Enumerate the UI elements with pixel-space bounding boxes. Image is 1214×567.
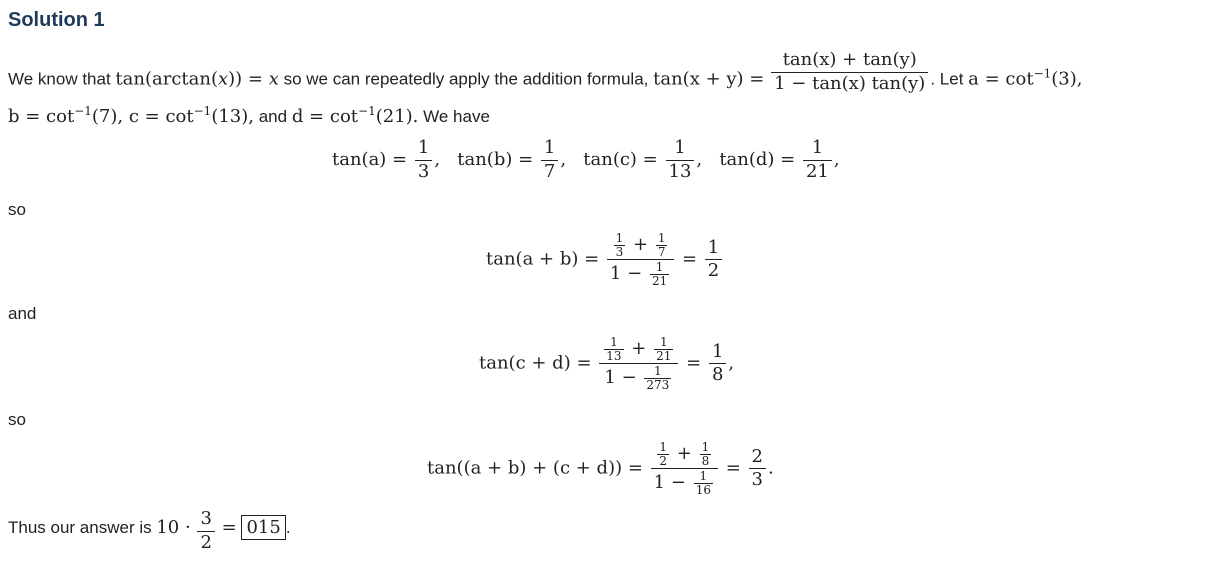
- eq4-frac-2: [700, 441, 712, 467]
- numerator: 1: [705, 238, 722, 261]
- numerator: 1: [694, 470, 713, 484]
- eq2-result-fraction: [705, 238, 722, 282]
- tan-a-lhs: tan(a) =: [332, 149, 408, 171]
- numerator: 1: [615, 231, 624, 245]
- so-text-1: so: [8, 200, 26, 219]
- answer-period: .: [285, 517, 291, 537]
- math-inverse-sup-b: −1: [74, 104, 92, 118]
- denominator: 8: [701, 453, 710, 468]
- numerator: 1: [709, 342, 726, 365]
- tan-a-plus-b-equation: [486, 232, 724, 287]
- comma: ,: [696, 149, 703, 171]
- numerator: 1: [659, 440, 668, 454]
- addition-formula-denominator: 1 − tan(x) tan(y): [774, 72, 926, 94]
- comma: ,: [833, 149, 840, 171]
- eq3-denominator: [599, 364, 678, 391]
- math-inverse-sup-a: −1: [1033, 66, 1052, 81]
- and-text: and: [8, 304, 37, 323]
- numerator: 1: [666, 138, 695, 161]
- tan-c-fraction: [666, 138, 695, 182]
- eq4-numerator: [651, 441, 718, 469]
- comma: ,: [560, 149, 567, 171]
- one: 1: [604, 367, 616, 389]
- denominator: 13: [668, 160, 692, 182]
- eq4-result-fraction: [749, 447, 766, 491]
- eq4-frac-1: [657, 441, 669, 467]
- so-text-2: so: [8, 410, 26, 429]
- plus-sign: +: [631, 338, 647, 360]
- tan-b-lhs: tan(b) =: [457, 149, 534, 171]
- answer-equals: =: [221, 516, 237, 538]
- denominator: 7: [657, 244, 666, 259]
- eq4-frac-3: [694, 470, 713, 496]
- intro-line-1: [8, 49, 1083, 102]
- denominator: 273: [646, 377, 670, 392]
- tan-d-lhs: tan(d) =: [719, 149, 796, 171]
- numerator: 1: [415, 138, 432, 161]
- comma: ,: [434, 149, 441, 171]
- math-a-arg: (3),: [1051, 68, 1083, 90]
- numerator: 1: [650, 261, 669, 275]
- eq2-frac-2: [656, 232, 668, 258]
- math-b-def: b = cot: [8, 106, 75, 127]
- denominator: 8: [711, 364, 724, 386]
- one: 1: [609, 263, 622, 285]
- denominator: 3: [615, 244, 624, 259]
- math-x-2: x: [268, 68, 279, 90]
- denominator: 3: [751, 469, 763, 491]
- addition-formula-numerator: tan(x) + tan(y): [771, 50, 928, 73]
- denominator: 2: [659, 453, 668, 468]
- math-d-arg: (21).: [375, 106, 419, 127]
- tan-a-fraction: [415, 138, 432, 182]
- eq2-compound-fraction: [607, 232, 674, 287]
- eq4-compound-fraction: [651, 441, 718, 496]
- eq2-numerator: [607, 232, 674, 260]
- eq3-result-fraction: [709, 342, 726, 386]
- answer-ten-dot: 10 ·: [156, 516, 191, 538]
- comma: ,: [728, 352, 735, 374]
- math-a-def: a = cot: [968, 68, 1034, 90]
- eq3-frac-3: [644, 365, 671, 391]
- math-tan-arctan: tan(arctan(: [115, 68, 218, 90]
- numerator: 3: [197, 509, 214, 532]
- answer-fraction: [197, 509, 214, 553]
- numerator: 2: [749, 447, 766, 470]
- one: 1: [653, 472, 666, 494]
- eq2-frac-1: [614, 232, 626, 258]
- numerator: 1: [654, 336, 673, 350]
- text-and: and: [254, 107, 292, 126]
- math-inverse-sup-d: −1: [358, 104, 376, 118]
- tan-d-fraction: [803, 138, 832, 182]
- minus-sign: −: [621, 367, 637, 389]
- tangent-values-equation: [332, 138, 840, 182]
- minus-sign: −: [627, 263, 643, 285]
- eq4-denominator: [651, 469, 718, 496]
- denominator: 3: [417, 160, 430, 182]
- denominator: 13: [606, 348, 622, 363]
- denominator: 21: [805, 160, 829, 182]
- eq2-lhs: tan(a + b) =: [486, 248, 600, 270]
- math-close: )) =: [228, 68, 269, 90]
- tan-sum-equation: [427, 441, 774, 496]
- eq2-denominator: [607, 260, 674, 287]
- intro-text-2: so we can repeatedly apply the addition formula,: [278, 69, 654, 89]
- intro-line-2: [8, 104, 490, 127]
- denominator: 21: [651, 273, 668, 288]
- tan-b-fraction: [541, 138, 558, 182]
- denominator: 21: [656, 348, 672, 363]
- equals-sign: =: [681, 248, 698, 270]
- numerator: 1: [644, 365, 671, 379]
- eq4-lhs: tan((a + b) + (c + d)) =: [427, 457, 643, 479]
- plus-sign: +: [633, 234, 649, 256]
- math-inverse-sup-c: −1: [193, 104, 212, 118]
- equals-sign: =: [725, 457, 741, 479]
- text-we-have: We have: [418, 107, 490, 126]
- math-c-def: c = cot: [128, 106, 194, 127]
- math-d-def: d = cot: [291, 106, 359, 127]
- period: .: [767, 457, 774, 479]
- addition-formula-fraction: [771, 50, 928, 94]
- intro-text-1: We know that: [8, 69, 116, 89]
- eq3-frac-1: [604, 336, 623, 362]
- numerator: 1: [657, 231, 666, 245]
- intro-text-3: . Let: [930, 69, 969, 89]
- minus-sign: −: [670, 472, 686, 494]
- equals-sign: =: [686, 352, 702, 374]
- plus-sign: +: [676, 443, 692, 465]
- numerator: 1: [604, 336, 623, 350]
- tan-c-lhs: tan(c) =: [583, 149, 658, 171]
- boxed-answer: 015: [241, 515, 285, 540]
- eq3-compound-fraction: [599, 336, 678, 391]
- eq2-frac-3: [650, 261, 669, 287]
- math-b-arg: (7),: [91, 106, 129, 127]
- eq3-numerator: [599, 336, 678, 364]
- denominator: 16: [695, 482, 711, 497]
- denominator: 2: [707, 260, 720, 282]
- answer-text: Thus our answer is: [8, 517, 157, 537]
- denominator: 2: [200, 531, 212, 553]
- numerator: 1: [701, 440, 710, 454]
- eq3-frac-2: [654, 336, 673, 362]
- answer-line: [8, 509, 291, 553]
- denominator: 7: [543, 160, 556, 182]
- numerator: 1: [803, 138, 832, 161]
- tan-c-plus-d-equation: [479, 336, 734, 391]
- math-addition-lhs: tan(x + y) =: [653, 68, 765, 90]
- eq3-lhs: tan(c + d) =: [479, 352, 592, 374]
- math-c-arg: (13),: [211, 106, 254, 127]
- math-x: x: [217, 68, 229, 90]
- solution-heading: Solution 1: [8, 9, 105, 31]
- numerator: 1: [541, 138, 558, 161]
